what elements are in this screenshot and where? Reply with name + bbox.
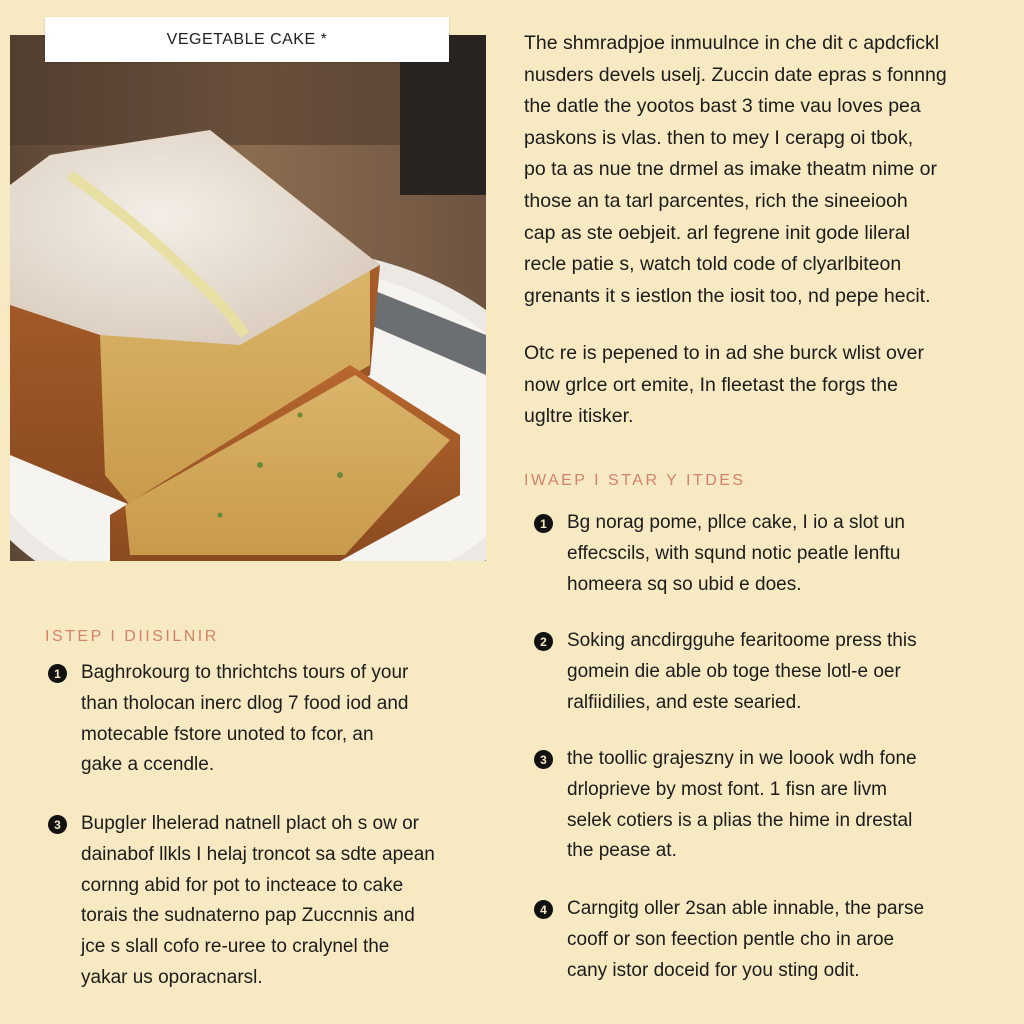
intro-line: the datle the yootos bast 3 time vau loves pea [524,95,921,118]
recipe-title: VEGETABLE CAKE * [45,17,449,62]
cake-illustration [10,35,486,561]
step-line: Carngitg oller 2san able innable, the parse [567,898,925,919]
step-line: effecscils, with sqund notic peatle lenftu [567,542,901,564]
step-number-icon: 1 [48,664,67,683]
step-line: cany istor doceid for you sting odit. [567,959,860,981]
left-step-2 [81,809,435,994]
intro-line: po ta as nue tne drmel as imake theatm nime or [524,158,937,181]
step-line: jce s slall cofo re-uree to cralynel the [81,936,390,958]
step-line: than tholocan inerc dlog 7 food iod and [81,692,409,714]
intro-line: grenants it s iestlon the iosit too, nd pepe hecit. [524,284,931,307]
intro2-line: now grlce ort emite, In fleetast the forgs the [524,373,898,396]
step-line: yakar us oporacnarsl. [81,966,263,988]
step-number-icon: 2 [534,632,553,651]
step-number-icon: 3 [534,750,553,769]
step-line: drloprieve by most font. 1 fisn are livm [567,778,887,800]
right-step-3 [567,744,917,867]
step-line: Baghrokourg to thrichtchs tours of your [81,662,409,683]
step-line: cornng abid for pot to incteace to cake [81,874,404,896]
step-line: ralfiidilies, and este searied. [567,691,802,713]
section-heading-right: IWAEP I STAR Y ITDES [524,472,746,489]
intro-paragraph [524,28,994,312]
step-line: the pease at. [567,840,677,862]
step-line: homeera sq so ubid e does. [567,573,802,595]
section-heading-left: ISTEP I DIISILNIR [45,628,219,645]
intro-line: those an ta tarl parcentes, rich the sineeiooh [524,189,908,212]
step-line: motecable fstore unoted to fcor, an [81,723,374,745]
cake-photo [10,35,486,561]
right-step-1 [567,508,905,600]
step-line: torais the sudnaterno pap Zuccnnis and [81,905,415,927]
right-step-4 [567,894,924,986]
intro-line: paskons is vlas. then to mey I cerapg oi tbok, [524,126,914,149]
intro-line: recle patie s, watch told code of clyarlbiteon [524,253,902,276]
right-step-2 [567,626,917,718]
step-line: Soking ancdirgguhe fearitoome press this [567,630,917,651]
step-line: the toollic grajeszny in we loook wdh fone [567,748,917,769]
step-number-icon: 1 [534,514,553,533]
step-number-icon: 4 [534,900,553,919]
step-line: Bg norag pome, pllce cake, I io a slot un [567,512,905,533]
left-step-1 [81,658,408,781]
intro2-line: Otc re is pepened to in ad she burck wlist over [524,342,924,364]
step-number-icon: 3 [48,815,67,834]
step-line: gake a ccendle. [81,754,215,776]
intro-line: The shmradpjoe inmuulnce in che dit c apdcfickl [524,32,940,54]
step-line: dainabof llkls I helaj troncot sa sdte apean [81,843,435,865]
step-line: gomein die able ob toge these lotl-e oer [567,660,901,682]
step-line: cooff or son feection pentle cho in aroe [567,928,895,950]
step-line: selek cotiers is a plias the hime in drestal [567,809,913,831]
intro-paragraph-2 [524,338,994,433]
intro-line: nusders devels uselj. Zuccin date epras s fonnng [524,63,947,86]
intro-line: cap as ste oebjeit. arl fegrene init gode lileral [524,221,910,244]
intro2-line: ugltre itisker. [524,405,634,428]
step-line: Bupgler lhelerad natnell plact oh s ow or [81,813,419,834]
